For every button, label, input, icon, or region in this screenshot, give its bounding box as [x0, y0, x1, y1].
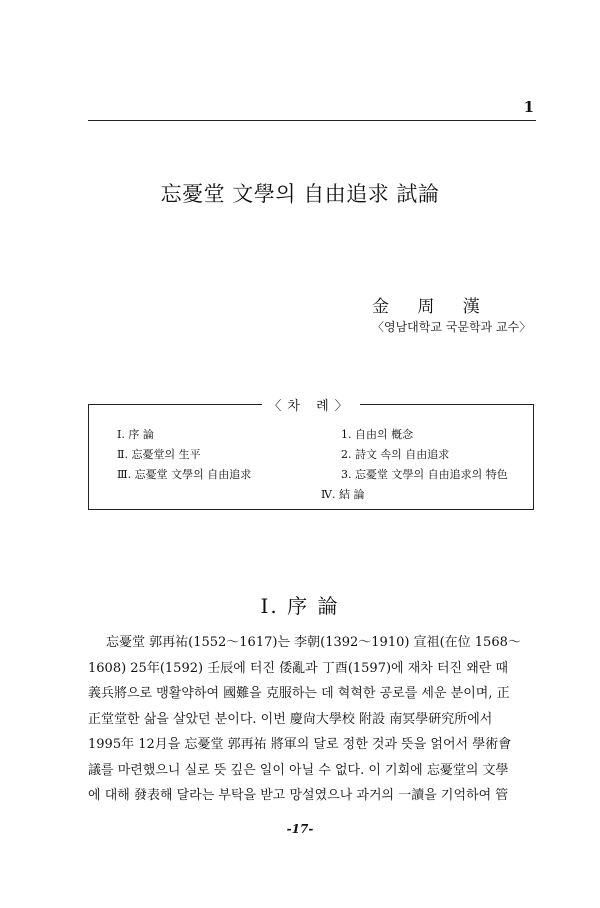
toc-heading	[89, 395, 533, 414]
page-number: 1	[523, 98, 534, 116]
body-line: 義兵將으로 맹활약하여 國難을 克服하는 데 혁혁한 공로를 세운 분이며, 正	[88, 686, 510, 701]
toc-item: 3. 忘憂堂 文學의 自由追求의 特色	[341, 468, 508, 481]
body-line: 1608) 25年(1592) 壬辰에 터진 倭亂과 丁酉(1597)에 재차 터진 왜란 때	[88, 660, 509, 676]
toc-left-column	[117, 425, 251, 485]
section-heading: Ⅰ. 序 論	[260, 594, 340, 618]
author-affiliation: 〈영남대학교 국문학과 교수〉	[372, 320, 532, 334]
toc-item: 2. 詩文 속의 自由追求	[341, 448, 450, 461]
toc-item: Ⅱ. 忘憂堂의 生平	[117, 448, 201, 461]
body-line: 忘憂堂 郭再祐(1552～1617)는 李朝(1392～1910) 宣祖(在位 1568～	[106, 635, 521, 650]
footer-page-number: -17-	[286, 822, 314, 836]
body-line: 1995年 12月을 忘憂堂 郭再祐 將軍의 달로 정한 것과 뜻을 얽어서 學術會	[88, 737, 512, 752]
toc-heading-text: 〈차 례〉	[262, 399, 359, 414]
toc-right-column	[321, 425, 508, 505]
body-line: 正堂堂한 삶을 살았던 분이다. 이번 慶尙大學校 附設 南冥學硏究所에서	[88, 711, 493, 727]
article-title: 忘憂堂 文學의 自由追求 試論	[160, 182, 440, 206]
toc-item: Ⅲ. 忘憂堂 文學의 自由追求	[117, 468, 252, 481]
body-line: 에 대해 發表해 달라는 부탁을 받고 망설였으나 과거의 一讀을 기억하여 管	[88, 788, 509, 803]
toc-item: Ⅳ. 結 論	[321, 488, 365, 501]
author-name: 金 周 漢	[372, 297, 481, 317]
body-text	[88, 630, 534, 809]
body-line: 議를 마련했으니 실로 뜻 깊은 일이 아닐 수 없다. 이 기회에 忘憂堂의 文學	[88, 762, 509, 778]
toc-box	[88, 399, 534, 510]
header-rule	[88, 120, 536, 121]
toc-item: 1. 自由의 槪念	[341, 428, 414, 441]
toc-item: Ⅰ. 序 論	[117, 428, 154, 441]
